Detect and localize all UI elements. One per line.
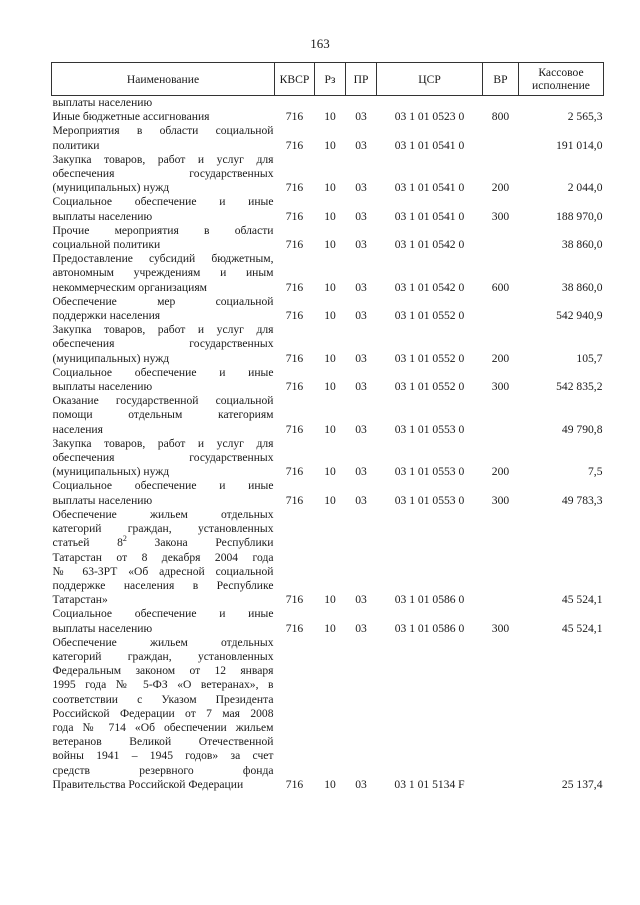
row-vr: 300 xyxy=(491,621,510,635)
row-name-line: (муниципальных) нужд xyxy=(52,351,170,365)
row-name-line: категорий граждан, установленных xyxy=(52,649,274,663)
row-name xyxy=(52,479,275,507)
row-sum xyxy=(519,96,604,111)
row-name-line: ветеранов Великой Отечественной xyxy=(52,735,274,749)
table-row xyxy=(52,508,604,607)
row-rz: 10 xyxy=(324,422,336,436)
row-vr: 300 xyxy=(491,380,510,394)
row-kvsr: 716 xyxy=(285,309,304,323)
column-header-pr: ПР xyxy=(346,63,377,96)
row-vr xyxy=(483,295,519,323)
row-name-line: средств резервного фонда xyxy=(52,763,274,777)
row-rz: 10 xyxy=(324,110,336,124)
row-kvsr: 716 xyxy=(285,181,304,195)
table-row xyxy=(52,437,604,480)
column-header-csr: ЦСР xyxy=(377,63,483,96)
row-rz: 10 xyxy=(324,209,336,223)
row-name-line: Обеспечение мер социальной xyxy=(52,294,274,308)
row-kvsr: 716 xyxy=(285,351,304,365)
row-name-line: Закупка товаров, работ и услуг для xyxy=(52,152,274,166)
row-pr: 03 xyxy=(355,493,367,507)
row-pr: 03 xyxy=(355,280,367,294)
row-sum: 45 524,1 xyxy=(561,593,603,607)
row-kvsr: 716 xyxy=(285,465,304,479)
row-name-line: Татарстан от 8 декабря 2004 года xyxy=(52,550,274,564)
row-name xyxy=(52,252,275,295)
table-body xyxy=(52,96,604,792)
row-name-line: Российской Федерации от 7 мая 2008 xyxy=(52,706,274,720)
row-kvsr: 716 xyxy=(285,380,304,394)
column-header-kvsr: КВСР xyxy=(275,63,315,96)
row-rz: 10 xyxy=(324,621,336,635)
row-vr: 300 xyxy=(491,493,510,507)
budget-table xyxy=(51,62,604,792)
row-rz xyxy=(315,96,346,111)
row-name-line: Социальное обеспечение и иные xyxy=(52,479,274,493)
row-name xyxy=(52,636,275,792)
row-sum: 2 565,3 xyxy=(567,110,603,124)
row-name-line: выплаты населению xyxy=(52,621,153,635)
row-pr: 03 xyxy=(355,181,367,195)
page-number: 163 xyxy=(310,36,330,51)
row-name-line: Мероприятия в области социальной xyxy=(52,124,274,138)
row-name-line: автономным учреждениям и иным xyxy=(52,266,274,280)
row-rz: 10 xyxy=(324,380,336,394)
row-sum: 25 137,4 xyxy=(561,777,603,791)
row-name-line: года № 714 «Об обеспечении жильем xyxy=(52,720,274,734)
row-sum: 49 790,8 xyxy=(561,422,603,436)
row-name-line: Закупка товаров, работ и услуг для xyxy=(52,323,274,337)
row-name-line: Федеральным законом от 12 января xyxy=(52,664,274,678)
table-row xyxy=(52,394,604,437)
table-row xyxy=(52,124,604,152)
row-pr: 03 xyxy=(355,209,367,223)
row-vr: 200 xyxy=(491,465,510,479)
row-csr: 03 1 01 0541 0 xyxy=(394,181,465,195)
row-pr xyxy=(346,96,377,111)
row-csr: 03 1 01 0553 0 xyxy=(394,422,465,436)
row-csr: 03 1 01 0552 0 xyxy=(394,380,465,394)
table-row xyxy=(52,224,604,252)
row-csr: 03 1 01 0523 0 xyxy=(394,110,465,124)
row-name-line: Закупка товаров, работ и услуг для xyxy=(52,436,274,450)
row-csr xyxy=(377,96,483,111)
row-csr: 03 1 01 0586 0 xyxy=(394,593,465,607)
table-row xyxy=(52,195,604,223)
superscript: 2 xyxy=(122,534,127,544)
row-pr: 03 xyxy=(355,422,367,436)
row-pr: 03 xyxy=(355,309,367,323)
row-rz: 10 xyxy=(324,238,336,252)
table-row xyxy=(52,110,604,124)
row-sum: 45 524,1 xyxy=(561,621,603,635)
row-name xyxy=(52,437,275,480)
row-pr: 03 xyxy=(355,351,367,365)
row-pr: 03 xyxy=(355,138,367,152)
row-csr: 03 1 01 0541 0 xyxy=(394,209,465,223)
row-pr: 03 xyxy=(355,621,367,635)
row-sum: 2 044,0 xyxy=(567,181,603,195)
table-row xyxy=(52,607,604,635)
row-csr: 03 1 01 0552 0 xyxy=(394,309,465,323)
table-row xyxy=(52,366,604,394)
row-name-line: (муниципальных) нужд xyxy=(52,181,170,195)
row-csr: 03 1 01 0586 0 xyxy=(394,621,465,635)
row-name-line: обеспечения государственных xyxy=(52,167,274,181)
row-vr xyxy=(483,636,519,792)
row-pr: 03 xyxy=(355,777,367,791)
row-rz: 10 xyxy=(324,493,336,507)
row-kvsr xyxy=(275,96,315,111)
row-pr: 03 xyxy=(355,238,367,252)
row-name xyxy=(52,195,275,223)
row-name xyxy=(52,394,275,437)
table-row xyxy=(52,636,604,792)
row-name-line: Обеспечение жильем отдельных xyxy=(52,507,274,521)
row-name-line: Правительства Российской Федерации xyxy=(52,777,244,791)
row-name-line: соответствии с Указом Президента xyxy=(52,692,274,706)
row-vr xyxy=(483,224,519,252)
row-rz: 10 xyxy=(324,309,336,323)
row-kvsr: 716 xyxy=(285,280,304,294)
row-name xyxy=(52,124,275,152)
row-sum: 105,7 xyxy=(576,351,603,365)
row-name-line: социальной политики xyxy=(52,238,161,252)
row-name xyxy=(52,96,275,111)
row-kvsr: 716 xyxy=(285,593,304,607)
row-kvsr: 716 xyxy=(285,621,304,635)
row-name-line: населения xyxy=(52,422,103,436)
row-sum: 38 860,0 xyxy=(561,238,603,252)
row-name-line: категорий граждан, установленных xyxy=(52,522,274,536)
row-name-line: выплаты населению xyxy=(52,380,153,394)
row-csr: 03 1 01 0541 0 xyxy=(394,138,465,152)
row-vr: 300 xyxy=(491,209,510,223)
table-row xyxy=(52,252,604,295)
row-kvsr: 716 xyxy=(285,110,304,124)
row-name-line: Социальное обеспечение и иные xyxy=(52,607,274,621)
row-name-line: обеспечения государственных xyxy=(52,451,274,465)
table-row xyxy=(52,479,604,507)
row-name-line: обеспечения государственных xyxy=(52,337,274,351)
row-pr: 03 xyxy=(355,593,367,607)
row-name-line: Иные бюджетные ассигнования xyxy=(52,110,210,124)
row-name-line: № 63-ЗРТ «Об адресной социальной xyxy=(52,564,274,578)
row-vr: 600 xyxy=(491,280,510,294)
row-name-line: войны 1941 – 1945 годов» за счет xyxy=(52,749,274,763)
row-name xyxy=(52,607,275,635)
row-vr xyxy=(483,508,519,607)
row-rz: 10 xyxy=(324,138,336,152)
row-name-line: Предоставление субсидий бюджетным, xyxy=(52,252,274,266)
row-rz: 10 xyxy=(324,777,336,791)
row-name-line: помощи отдельным категориям xyxy=(52,408,274,422)
column-header-name: Наименование xyxy=(52,63,275,96)
row-name-line: выплаты населению xyxy=(52,96,153,109)
row-name-line: Социальное обеспечение и иные xyxy=(52,195,274,209)
row-vr xyxy=(483,124,519,152)
row-sum: 542 940,9 xyxy=(556,309,603,323)
row-pr: 03 xyxy=(355,465,367,479)
row-rz: 10 xyxy=(324,181,336,195)
row-csr: 03 1 01 0553 0 xyxy=(394,493,465,507)
row-name-line: поддержки населения xyxy=(52,309,161,323)
row-pr: 03 xyxy=(355,380,367,394)
row-name-line: Обеспечение жильем отдельных xyxy=(52,635,274,649)
row-csr: 03 1 01 0553 0 xyxy=(394,465,465,479)
row-name-line: Оказание государственной социальной xyxy=(52,394,274,408)
row-name xyxy=(52,323,275,366)
row-name xyxy=(52,224,275,252)
row-vr xyxy=(483,394,519,437)
column-header-rz: Рз xyxy=(315,63,346,96)
row-name xyxy=(52,153,275,196)
row-csr: 03 1 01 0542 0 xyxy=(394,238,465,252)
row-kvsr: 716 xyxy=(285,777,304,791)
table-row xyxy=(52,153,604,196)
row-name-line: Прочие мероприятия в области xyxy=(52,223,274,237)
row-kvsr: 716 xyxy=(285,238,304,252)
row-name-line: некоммерческим организациям xyxy=(52,280,207,294)
row-csr: 03 1 01 0552 0 xyxy=(394,351,465,365)
column-header-vr: ВР xyxy=(483,63,519,96)
row-sum: 191 014,0 xyxy=(556,138,603,152)
row-rz: 10 xyxy=(324,593,336,607)
row-sum: 38 860,0 xyxy=(561,280,603,294)
table-row xyxy=(52,295,604,323)
row-sum: 542 835,2 xyxy=(556,380,603,394)
row-rz: 10 xyxy=(324,465,336,479)
row-kvsr: 716 xyxy=(285,422,304,436)
row-pr: 03 xyxy=(355,110,367,124)
row-name-line: Социальное обеспечение и иные xyxy=(52,365,274,379)
row-csr: 03 1 01 5134 F xyxy=(394,777,465,791)
row-name-line: 1995 года № 5-ФЗ «О ветеранах», в xyxy=(52,678,274,692)
row-kvsr: 716 xyxy=(285,493,304,507)
row-sum: 188 970,0 xyxy=(556,209,603,223)
row-vr xyxy=(483,96,519,111)
column-header-sum: Кассовое исполнение xyxy=(519,63,604,96)
row-name-line: политики xyxy=(52,138,100,152)
row-sum: 7,5 xyxy=(588,465,603,479)
row-name-line: (муниципальных) нужд xyxy=(52,465,170,479)
row-name-line: выплаты населению xyxy=(52,209,153,223)
row-vr: 200 xyxy=(491,181,510,195)
row-csr: 03 1 01 0542 0 xyxy=(394,280,465,294)
row-rz: 10 xyxy=(324,280,336,294)
row-name-line: Татарстан» xyxy=(52,593,108,607)
row-rz: 10 xyxy=(324,351,336,365)
row-name xyxy=(52,508,275,607)
row-vr: 200 xyxy=(491,351,510,365)
row-vr: 800 xyxy=(491,110,510,124)
row-name xyxy=(52,110,275,124)
row-name-line: статьей $8^2$ Закона Республики xyxy=(52,534,274,550)
row-name-line: выплаты населению xyxy=(52,493,153,507)
row-name xyxy=(52,366,275,394)
row-name-line: поддержке населения в Республике xyxy=(52,578,274,592)
table-row xyxy=(52,96,604,111)
row-name xyxy=(52,295,275,323)
table-header-row xyxy=(52,63,604,96)
row-kvsr: 716 xyxy=(285,138,304,152)
table-row xyxy=(52,323,604,366)
row-kvsr: 716 xyxy=(285,209,304,223)
row-sum: 49 783,3 xyxy=(561,493,603,507)
